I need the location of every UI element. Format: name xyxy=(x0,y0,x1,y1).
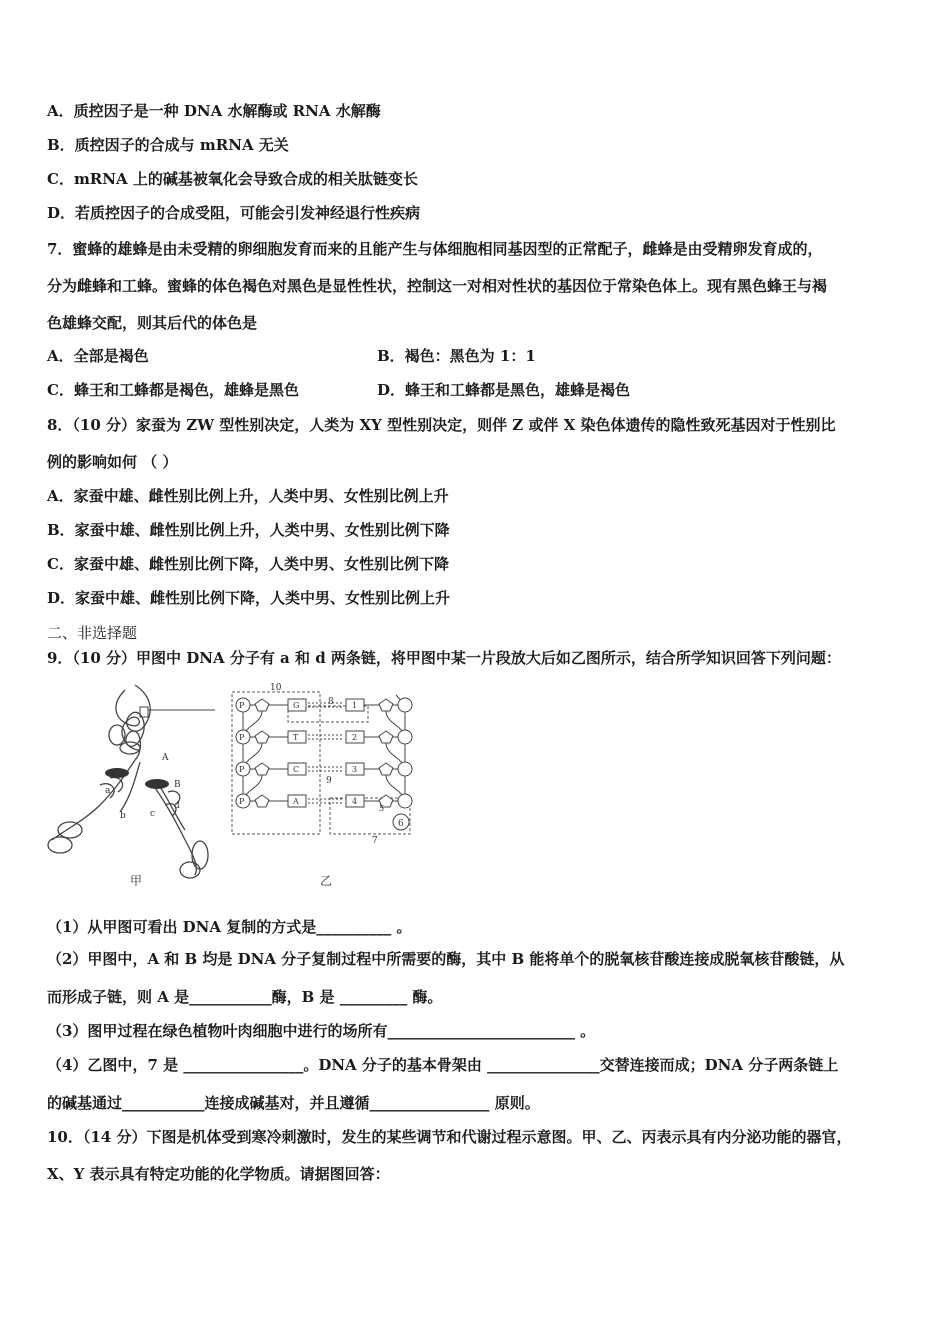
label-6: 6 xyxy=(398,819,404,829)
label-9: 9 xyxy=(326,776,332,786)
sugar-left-0 xyxy=(255,699,269,711)
replication-fork-sketch xyxy=(48,685,208,878)
section-heading: 二、非选择题 xyxy=(47,624,138,642)
q9-sub2-line1: （2）甲图中，A 和 B 均是 DNA 分子复制过程中所需要的酶，其中 B 能将单个的脱氧核苷酸连接成脱氧核苷酸链，从 xyxy=(47,950,845,968)
q7-option-a: A．全部是褐色 xyxy=(47,347,149,365)
sugar-left-2 xyxy=(255,763,269,775)
q7-option-b: B．褐色：黑色为 1：1 xyxy=(377,347,536,365)
q7-stem-line2: 分为雌蜂和工蜂。蜜蜂的体色褐色对黑色是显性性状，控制这一对相对性状的基因位于常染色体上。现有黑色蜂王与褐 xyxy=(47,277,828,295)
label-B: B xyxy=(174,780,181,790)
label-8: 8 xyxy=(328,697,334,707)
q7-option-d: D．蜂王和工蜂都是黑色，雄蜂是褐色 xyxy=(377,381,631,399)
phosphate-right-3 xyxy=(398,794,412,808)
label-d: d xyxy=(174,801,180,811)
base-left-label-2: C xyxy=(293,765,300,774)
q9-stem: 9．（10 分）甲图中 DNA 分子有 a 和 d 两条链，将甲图中某一片段放大后如乙图所示，结合所学知识回答下列问题： xyxy=(47,649,841,667)
sugar-left-1 xyxy=(255,731,269,743)
sugar-right-2 xyxy=(379,763,393,775)
q9-sub4-line2: 的碱基通过___________连接成碱基对，并且遵循________________ 原则。 xyxy=(47,1094,540,1112)
phosphate-label-0: P xyxy=(239,701,245,710)
q9-sub1: （1）从甲图可看出 DNA 复制的方式是__________ 。 xyxy=(47,918,412,936)
phosphate-right-1 xyxy=(398,730,412,744)
q7-stem-line3: 色雄蜂交配，则其后代的体色是 xyxy=(47,314,258,332)
q10-stem-line1: 10．（14 分）下图是机体受到寒冷刺激时，发生的某些调节和代谢过程示意图。甲、乙、丙表示具有内分泌功能的器官， xyxy=(47,1128,852,1146)
q6-option-a: A．质控因子是一种 DNA 水解酶或 RNA 水解酶 xyxy=(47,102,381,120)
base-right-label-0: 1 xyxy=(352,701,358,710)
dna-figure xyxy=(40,680,430,890)
q6-option-d: D．若质控因子的合成受阻，可能会引发神经退行性疾病 xyxy=(47,204,421,222)
q8-option-b: B．家蚕中雄、雌性别比例上升，人类中男、女性别比例下降 xyxy=(47,521,450,539)
label-10: 10 xyxy=(270,683,282,693)
q8-stem-line1: 8．（10 分）家蚕为 ZW 型性别决定，人类为 XY 型性别决定，则伴 Z 或伴 X 染色体遗传的隐性致死基因对于性别比 xyxy=(47,416,836,434)
base-left-label-0: G xyxy=(293,701,300,710)
phosphate-right-2 xyxy=(398,762,412,776)
label-a: a xyxy=(105,786,111,796)
caption-jia: 甲 xyxy=(130,874,143,888)
dna-diagram xyxy=(40,680,430,890)
q9-sub4-line1: （4）乙图中，7 是 ________________。DNA 分子的基本骨架由 _______________交替连接而成；DNA 分子两条链上 xyxy=(47,1056,839,1074)
q8-option-c: C．家蚕中雄、雌性别比例下降，人类中男、女性别比例下降 xyxy=(47,555,449,573)
caption-yi: 乙 xyxy=(320,874,333,888)
q10-stem-line2: X、Y 表示具有特定功能的化学物质。请据图回答： xyxy=(47,1165,390,1183)
phosphate-label-1: P xyxy=(239,733,245,742)
q9-sub2-line2: 而形成子链，则 A 是___________酶，B 是 _________ 酶。 xyxy=(47,988,443,1006)
base-right-label-2: 3 xyxy=(352,765,358,774)
sugar-right-1 xyxy=(379,731,393,743)
base-left-label-1: T xyxy=(293,733,299,742)
base-left-label-3: A xyxy=(293,797,299,806)
label-7: 7 xyxy=(372,836,378,846)
base-right-label-3: 4 xyxy=(352,797,358,806)
q8-option-d: D．家蚕中雄、雌性别比例下降，人类中男、女性别比例上升 xyxy=(47,589,451,607)
label-c: c xyxy=(150,809,156,819)
q7-option-c: C．蜂王和工蜂都是褐色，雄蜂是黑色 xyxy=(47,381,299,399)
phosphate-label-2: P xyxy=(239,765,245,774)
q6-option-b: B．质控因子的合成与 mRNA 无关 xyxy=(47,136,289,154)
sugar-right-0 xyxy=(379,699,393,711)
label-b: b xyxy=(120,811,126,821)
label-5: 5 xyxy=(379,804,385,813)
phosphate-right-0 xyxy=(398,698,412,712)
q8-stem-line2: 例的影响如何 （ ） xyxy=(47,453,178,471)
sugar-left-3 xyxy=(255,795,269,807)
base-right-label-1: 2 xyxy=(352,733,358,742)
label-A: A xyxy=(162,753,169,763)
q6-option-c: C．mRNA 上的碱基被氧化会导致合成的相关肽链变长 xyxy=(47,170,418,188)
q9-sub3: （3）图甲过程在绿色植物叶肉细胞中进行的场所有_________________________ 。 xyxy=(47,1022,596,1040)
phosphate-label-3: P xyxy=(239,797,245,806)
q7-stem-line1: 7．蜜蜂的雄蜂是由未受精的卵细胞发育而来的且能产生与体细胞相同基因型的正常配子，雌蜂是由受精卵发育成的， xyxy=(47,240,823,258)
q8-option-a: A．家蚕中雄、雌性别比例上升，人类中男、女性别比例上升 xyxy=(47,487,449,505)
